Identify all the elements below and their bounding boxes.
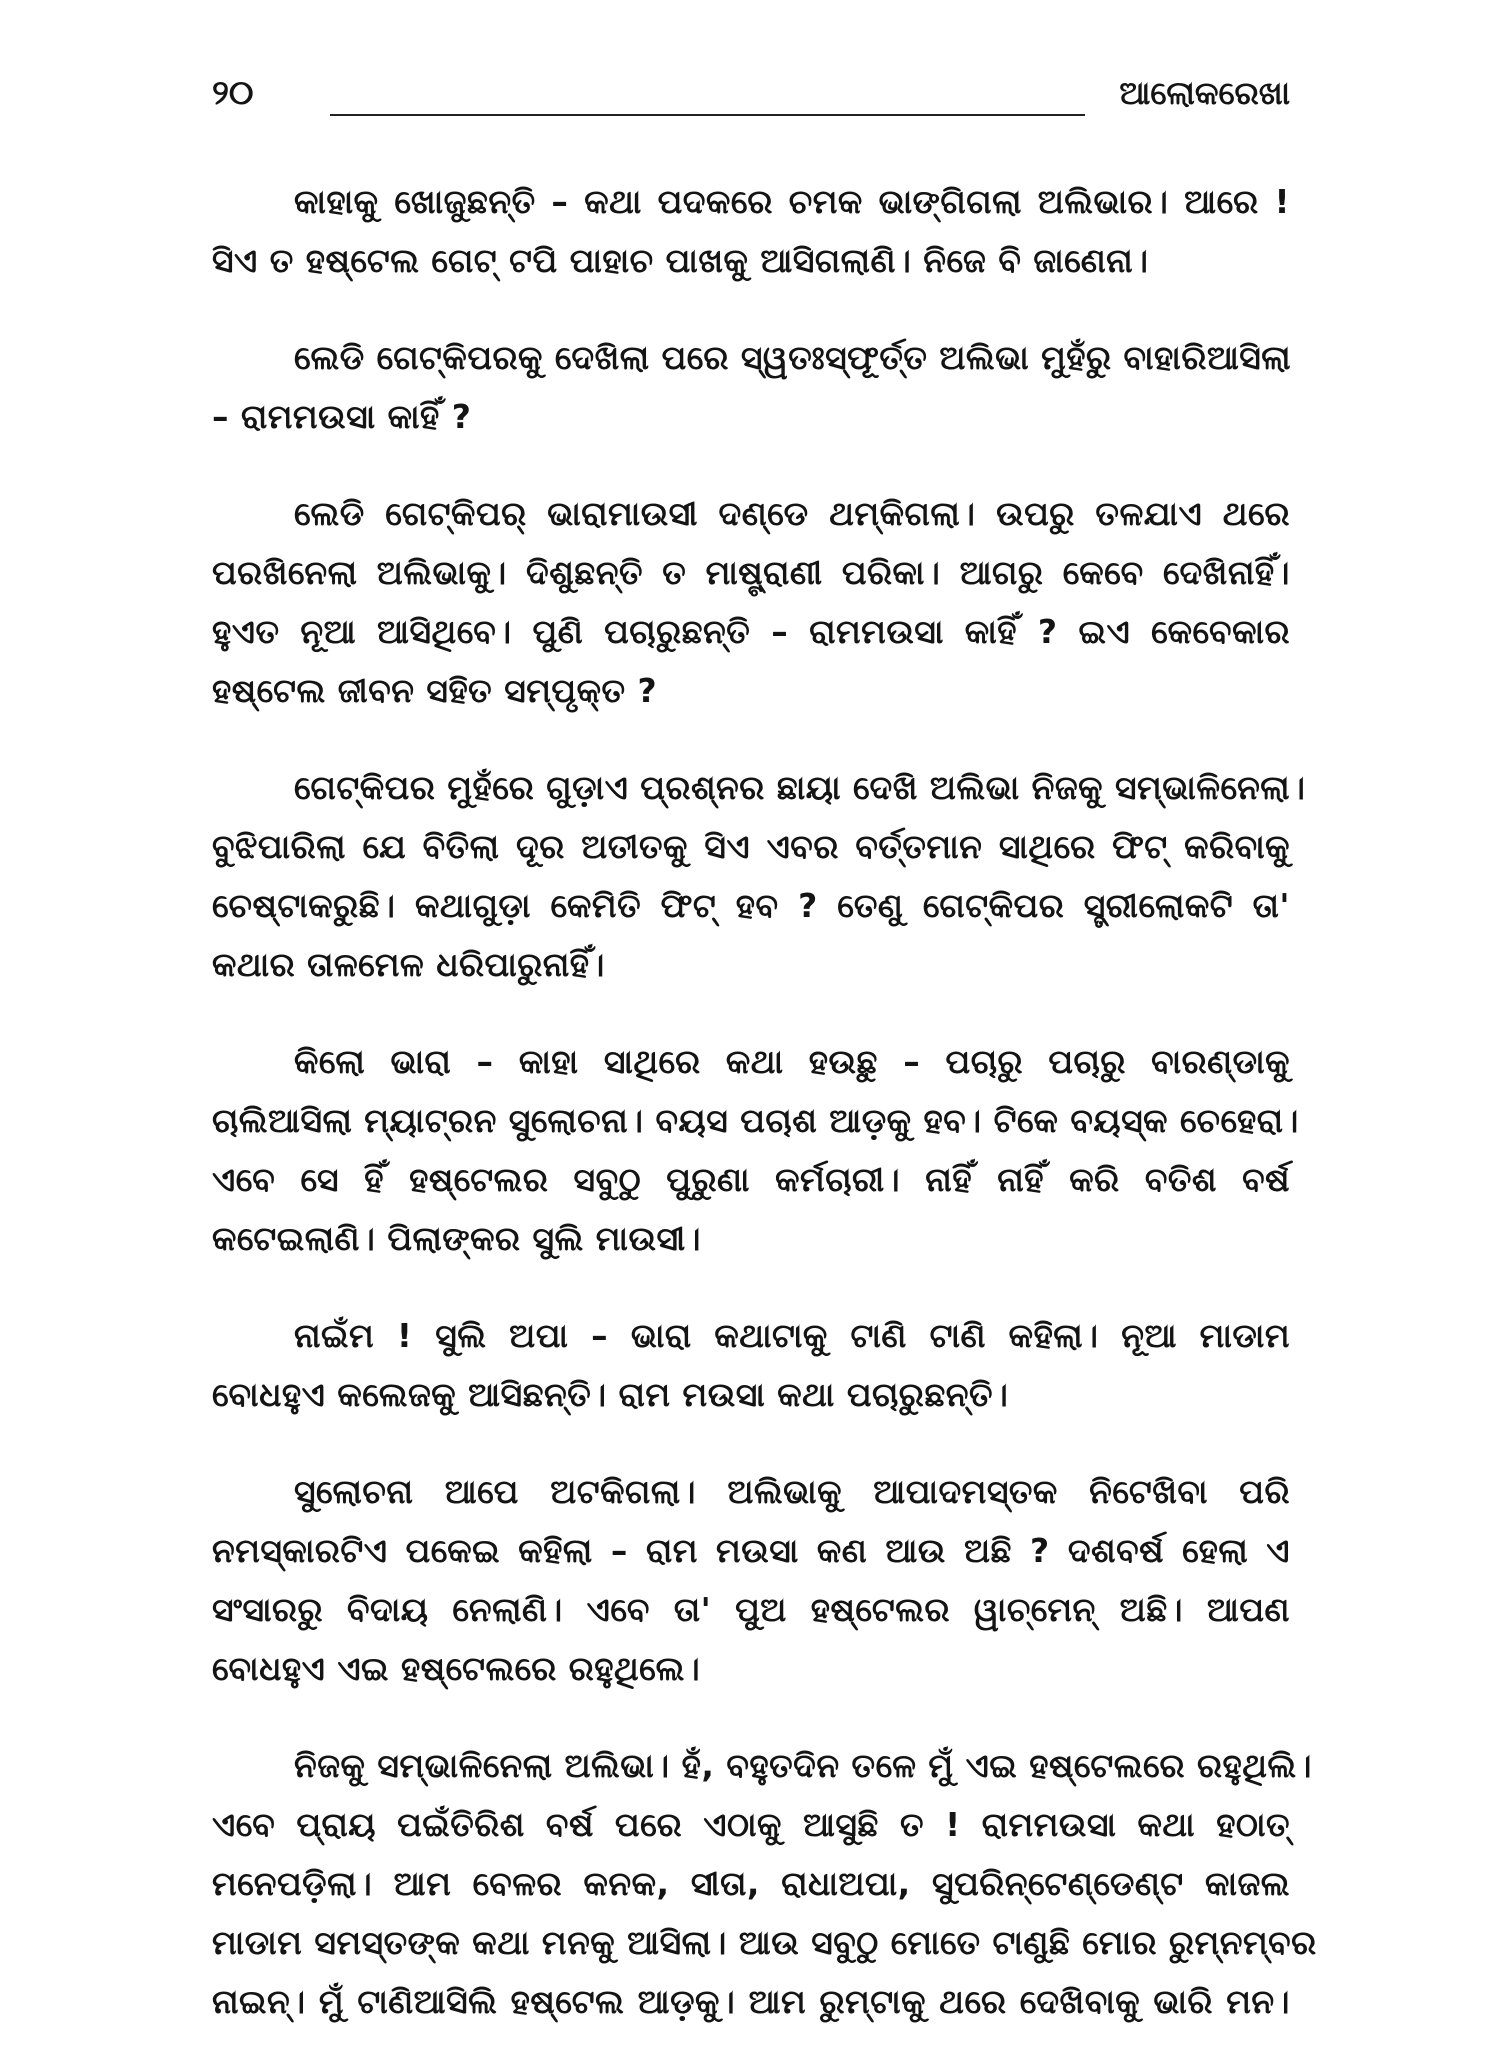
paragraph [212,1736,1317,2031]
text-line: ଏବେ ସେ ହିଁ ହଷ୍ଟେଲର ସବୁଠୁ ପୁରୁଣା କର୍ମଚାରୀ। ନାହିଁ ନାହିଁ କରି ବତିଶ ବର୍ଷ [212,1160,1290,1199]
text-line: ମନେପଡ଼ିଲା। ଆମ ବେଳର କନକ, ସୀତା, ରାଧାଅପା, ସୁପରିନ୍‌ଟେଣ୍ଡେଣ୍ଟ କାଜଲ [212,1864,1290,1903]
text-line: ବୁଝିପାରିଲା ଯେ ବିତିଲା ଦୂର ଅତୀତକୁ ସିଏ ଏବର ବର୍ତ୍ତମାନ ସାଥିରେ ଫିଟ୍ କରିବାକୁ [212,827,1290,866]
text-line: କାହାକୁ ଖୋଜୁଛନ୍ତି – କଥା ପଦକରେ ଚମକ ଭାଙ୍ଗିଗଲା ଅଲିଭାର। ଆରେ ! [294,182,1290,221]
text-line: ସିଏ ତ ହଷ୍ଟେଲ ଗେଟ୍ ଟପି ପାହାଚ ପାଖକୁ ଆସିଗଲାଣି। ନିଜେ ବି ଜାଣେନା। [212,241,1149,280]
text-line: ନାଇଁମ ! ସୁଲି ଅପା – ଭାରା କଥାଟାକୁ ଟାଣି ଟାଣି କହିଲା। ନୂଆ ମାଡାମ [294,1316,1290,1355]
text-line: ବୋଧହୁଏ କଲେଜକୁ ଆସିଛନ୍ତି। ରାମ ମଉସା କଥା ପଚାରୁଛନ୍ତି। [212,1375,1009,1414]
text-line: ଲେଡି ଗେଟ୍‌କିପର୍ ଭାରାମାଉସୀ ଦଣ୍ଡେ ଥମ୍‌କିଗଲା। ଉପରୁ ତଳଯାଏ ଥରେ [294,494,1290,533]
text-line: ଗେଟ୍‌କିପର ମୁହଁରେ ଗୁଡ଼ାଏ ପ୍ରଶ୍ନର ଛାୟା ଦେଖି ଅଲିଭା ନିଜକୁ ସମ୍ଭାଳିନେଲା। [294,768,1306,807]
text-line: ହୁଏତ ନୂଆ ଆସିଥିବେ। ପୁଣି ପଚାରୁଛନ୍ତି – ରାମମଉସା କାହିଁ ? ଇଏ କେବେକାର [212,612,1290,651]
text-line: କଥାର ତାଳମେଳ ଧରିପାରୁନାହିଁ। [212,945,605,984]
text-line: ଏବେ ପ୍ରାୟ ପଇଁତିରିଶ ବର୍ଷ ପରେ ଏଠାକୁ ଆସୁଛି ତ ! ରାମମଉସା କଥା ହଠାତ୍ [212,1805,1290,1844]
paragraph [212,1462,1290,1698]
text-line: ନମସ୍କାରଟିଏ ପକେଇ କହିଲା – ରାମ ମଉସା କଣ ଆଉ ଅଛି ? ଦଶବର୍ଷ ହେଲା ଏ [212,1531,1290,1570]
header-rule [330,114,1085,116]
text-line: ବୋଧହୁଏ ଏଇ ହଷ୍ଟେଲରେ ରହୁଥିଲେ। [212,1649,701,1688]
body-text [212,172,1317,2069]
text-line: ପରଖିନେଲା ଅଲିଭାକୁ। ଦିଶୁଛନ୍ତି ତ ମାଷ୍ଟ୍ରାଣୀ ପରିକା। ଆଗରୁ କେବେ ଦେଖିନାହିଁ। [212,553,1290,592]
text-line: କିଲୋ ଭାରା – କାହା ସାଥିରେ କଥା ହଉଛୁ – ପଚାରୁ ପଚାରୁ ବାରଣ୍ଡାକୁ [294,1042,1290,1081]
paragraph [212,484,1290,720]
paragraph [212,758,1306,994]
text-line: ସୁଲୋଚନା ଆପେ ଅଟକିଗଲା। ଅଲିଭାକୁ ଆପାଦମସ୍ତକ ନିଟେଖିବା ପରି [294,1472,1290,1511]
page-header [210,68,1290,128]
text-line: – ରାମମଉସା କାହିଁ ? [212,397,472,436]
text-line: ମାଡାମ ସମସ୍ତଙ୍କ କଥା ମନକୁ ଆସିଲା। ଆଉ ସବୁଠୁ ମୋତେ ଟାଣୁଛି ମୋର ରୁମ୍‌ନମ୍ବର [212,1923,1317,1962]
paragraph [212,172,1290,290]
text-line: ଚେଷ୍ଟାକରୁଛି। କଥାଗୁଡ଼ା କେମିତି ଫିଟ୍ ହବ ? ତେଣୁ ଗେଟ୍‌କିପର ସ୍ତ୍ରୀଲୋକଟି ତା' [212,886,1290,925]
text-line: ହଷ୍ଟେଲ ଜୀବନ ସହିତ ସମ୍ପୃକ୍ତ ? [212,671,658,710]
paragraph [212,1032,1299,1268]
paragraph [212,328,1290,446]
text-line: କଟେଇଲାଣି। ପିଲାଙ୍କର ସୁଲି ମାଉସୀ। [212,1219,702,1258]
text-line: ନାଇନ୍। ମୁଁ ଟାଣିଆସିଲି ହଷ୍ଟେଲ ଆଡ଼କୁ। ଆମ ରୁମ୍‌ଟାକୁ ଥରେ ଦେଖିବାକୁ ଭାରି ମନ। [212,1982,1290,2021]
text-line: ଲେଡି ଗେଟ୍‌କିପରକୁ ଦେଖିଲା ପରେ ସ୍ୱତଃସ୍ଫୂର୍ତ୍ତ ଅଲିଭା ମୁହଁରୁ ବାହାରିଆସିଲା [294,338,1292,377]
running-title: ଆଲୋକରେଖା [1119,74,1290,112]
text-line: ନିଜକୁ ସମ୍ଭାଳିନେଲା ଅଲିଭା। ହଁ, ବହୁତଦିନ ତଳେ ମୁଁ ଏଇ ହଷ୍ଟେଲରେ ରହୁଥିଲି। [294,1746,1312,1785]
text-line: ଚାଲିଆସିଲା ମ୍ୟାଟ୍ରନ ସୁଲୋଚନା। ବୟସ ପଚାଶ ଆଡ଼କୁ ହବ। ଟିକେ ବୟସ୍କ ଚେହେରା। [212,1101,1299,1140]
text-line: ସଂସାରରୁ ବିଦାୟ ନେଲାଣି। ଏବେ ତା' ପୁଅ ହଷ୍ଟେଲର ୱାଚ୍‌ମେନ୍ ଅଛି। ଆପଣ [212,1590,1290,1629]
paragraph [212,1306,1290,1424]
page-number: ୨୦ [212,73,254,113]
